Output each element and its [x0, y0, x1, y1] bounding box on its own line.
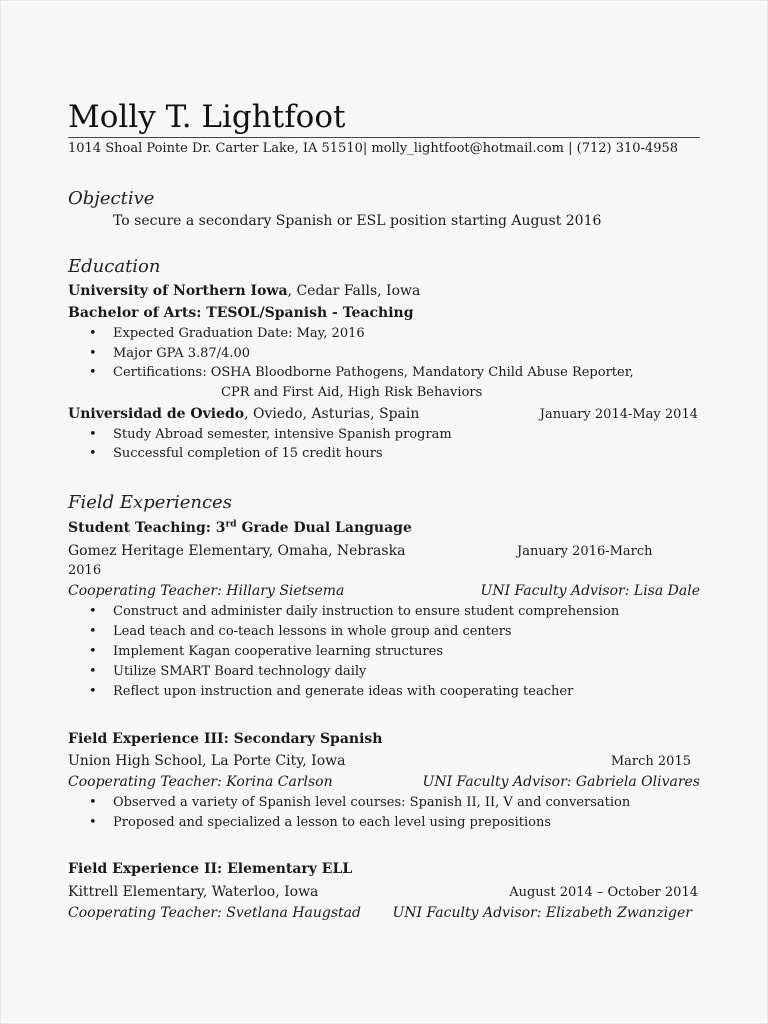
- oviedo-line: [68, 404, 419, 424]
- st-coop-teacher: Cooperating Teacher: Hillary Sietsema: [68, 583, 345, 599]
- list-item: Study Abroad semester, intensive Spanish program: [113, 427, 452, 442]
- degree: Bachelor of Arts: TESOL/Spanish - Teaching: [68, 305, 414, 321]
- list-item: Lead teach and co-teach lessons in whole group and centers: [113, 624, 512, 639]
- list-item: Construct and administer daily instruction to ensure student comprehension: [113, 604, 620, 619]
- list-item: Implement Kagan cooperative learning structures: [113, 644, 444, 659]
- student-teaching-title: [68, 518, 412, 538]
- fe2-coop-teacher: Cooperating Teacher: Svetlana Haugstad: [68, 905, 361, 921]
- bullet-marker: •: [89, 604, 97, 619]
- fe3-advisor: UNI Faculty Advisor: Gabriela Olivares: [422, 774, 700, 790]
- bullet-marker: •: [89, 664, 97, 679]
- contact-line: 1014 Shoal Pointe Dr. Carter Lake, IA 51510| molly_lightfoot@hotmail.com | (712) 310-4958: [68, 141, 679, 156]
- bullet-marker: •: [89, 795, 97, 810]
- bullet-marker: •: [89, 446, 97, 461]
- uni-line: [68, 281, 420, 301]
- bullet-marker: •: [89, 326, 97, 341]
- list-item: Certifications: OSHA Bloodborne Pathogens, Mandatory Child Abuse Reporter,: [113, 365, 634, 380]
- candidate-name: Molly T. Lightfoot: [68, 99, 346, 135]
- objective-heading: Objective: [68, 188, 155, 209]
- uni-location: , Cedar Falls, Iowa: [287, 283, 421, 299]
- fe2-advisor: UNI Faculty Advisor: Elizabeth Zwanziger: [392, 905, 692, 921]
- objective-text: To secure a secondary Spanish or ESL position starting August 2016: [113, 213, 602, 229]
- list-item-continuation: CPR and First Aid, High Risk Behaviors: [221, 385, 483, 400]
- bullet-marker: •: [89, 346, 97, 361]
- uni-name: University of Northern Iowa: [68, 283, 288, 299]
- title-superscript: rd: [225, 519, 237, 530]
- oviedo-dates: January 2014-May 2014: [539, 407, 698, 422]
- bullet-marker: •: [89, 427, 97, 442]
- list-item: Observed a variety of Spanish level courses: Spanish II, II, V and conversation: [113, 795, 631, 810]
- list-item: Major GPA 3.87/4.00: [113, 346, 250, 361]
- list-item: Successful completion of 15 credit hours: [113, 446, 383, 461]
- st-school: Gomez Heritage Elementary, Omaha, Nebraska: [68, 543, 406, 559]
- fe3-school: Union High School, La Porte City, Iowa: [68, 753, 346, 769]
- header-rule: [68, 137, 700, 138]
- field-heading: Field Experiences: [68, 492, 232, 513]
- list-item: Utilize SMART Board technology daily: [113, 664, 367, 679]
- oviedo-location: , Oviedo, Asturias, Spain: [244, 406, 420, 422]
- bullet-marker: •: [89, 644, 97, 659]
- st-advisor: UNI Faculty Advisor: Lisa Dale: [480, 583, 700, 599]
- st-dates: January 2016-March: [517, 544, 653, 559]
- fe3-coop-teacher: Cooperating Teacher: Korina Carlson: [68, 774, 333, 790]
- list-item: Proposed and specialized a lesson to each level using prepositions: [113, 815, 552, 830]
- education-heading: Education: [68, 256, 161, 277]
- oviedo-name: Universidad de Oviedo: [68, 406, 245, 422]
- bullet-marker: •: [89, 624, 97, 639]
- bullet-marker: •: [89, 365, 97, 380]
- st-dates-cont: 2016: [68, 563, 102, 578]
- bullet-marker: •: [89, 684, 97, 699]
- title-part: Grade Dual Language: [236, 520, 412, 536]
- fe3-title: Field Experience III: Secondary Spanish: [68, 731, 383, 747]
- bullet-marker: •: [89, 815, 97, 830]
- title-part: Student Teaching: 3: [68, 520, 226, 536]
- fe2-dates: August 2014 – October 2014: [509, 885, 698, 900]
- fe2-title: Field Experience II: Elementary ELL: [68, 861, 353, 877]
- list-item: Reflect upon instruction and generate ideas with cooperating teacher: [113, 684, 574, 699]
- list-item: Expected Graduation Date: May, 2016: [113, 326, 365, 341]
- fe3-dates: March 2015: [610, 754, 691, 769]
- fe2-school: Kittrell Elementary, Waterloo, Iowa: [68, 884, 319, 900]
